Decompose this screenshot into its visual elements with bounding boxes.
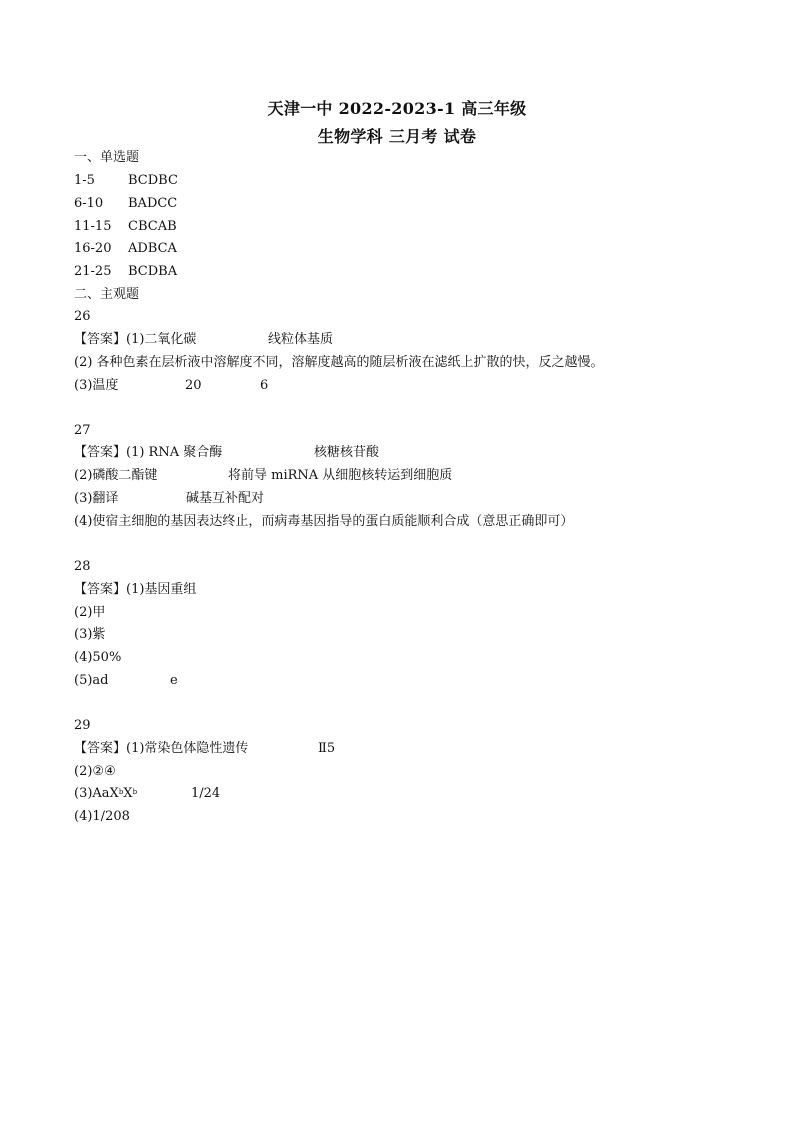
q28-answer-4: (4)50% [74,650,122,665]
mcq-answers-4: ADBCA [128,241,177,256]
q26-answer-3b: 20 [185,378,202,393]
document-subtitle: 生物学科 三月考 试卷 [317,127,477,146]
q27-answer-1: 【答案】(1) RNA 聚合酶 [74,445,223,460]
q29-answer-2: (2)②④ [74,764,116,779]
q26-number: 26 [74,309,91,324]
section2-heading: 二、主观题 [74,287,140,302]
mcq-range-3: 11-15 [74,219,112,234]
q28-answer-1: 【答案】(1)基因重组 [74,582,197,597]
q29-genotype-mid: X [123,786,133,801]
q29-answer-3 [74,786,137,802]
mcq-answers-1: BCDBC [128,173,178,188]
document-title: 天津一中 2022-2023-1 高三年级 [267,99,527,118]
mcq-range-4: 16-20 [74,241,112,256]
q27-answer-2: (2)磷酸二酯键 [74,468,158,483]
q27-answer-2b: 将前导 miRNA 从细胞核转运到细胞质 [228,468,453,483]
q29-number: 29 [74,718,91,733]
q29-answer-3b: 1/24 [191,786,221,801]
mcq-range-5: 21-25 [74,264,112,279]
q26-answer-1: 【答案】(1)二氧化碳 [74,332,197,347]
q27-answer-3b: 碱基互补配对 [186,491,265,506]
q28-answer-3: (3)紫 [74,627,106,642]
q28-answer-2: (2)甲 [74,605,106,620]
q27-answer-4: (4)使宿主细胞的基因表达终止，而病毒基因指导的蛋白质能顺利合成（意思正确即可） [74,514,574,529]
q28-answer-5b: e [170,673,178,688]
section1-heading: 一、单选题 [74,150,140,165]
q27-answer-1b: 核糖核苷酸 [314,445,380,460]
q28-answer-5: (5)ad [74,673,109,688]
q29-genotype-sup1: b [118,788,124,796]
q29-answer-1b: Ⅱ5 [318,741,336,756]
mcq-answers-2: BADCC [128,196,178,211]
q26-answer-2: (2) 各种色素在层析液中溶解度不同，溶解度越高的随层析液在滤纸上扩散的快，反之越慢。 [74,355,604,370]
mcq-answers-3: CBCAB [128,219,177,234]
q29-genotype-sup2: b [132,788,138,796]
q29-genotype-prefix: (3)AaX [74,786,119,801]
mcq-answers-5: BCDBA [128,264,178,279]
q26-answer-3: (3)温度 [74,378,119,393]
q27-answer-3: (3)翻译 [74,491,119,506]
q26-answer-3c: 6 [260,378,269,393]
q28-number: 28 [74,559,91,574]
q29-answer-4: (4)1/208 [74,809,130,824]
q27-number: 27 [74,423,91,438]
q29-answer-1: 【答案】(1)常染色体隐性遗传 [74,741,249,756]
q26-answer-1b: 线粒体基质 [268,332,334,347]
mcq-range-2: 6-10 [74,196,104,211]
mcq-range-1: 1-5 [74,173,95,188]
